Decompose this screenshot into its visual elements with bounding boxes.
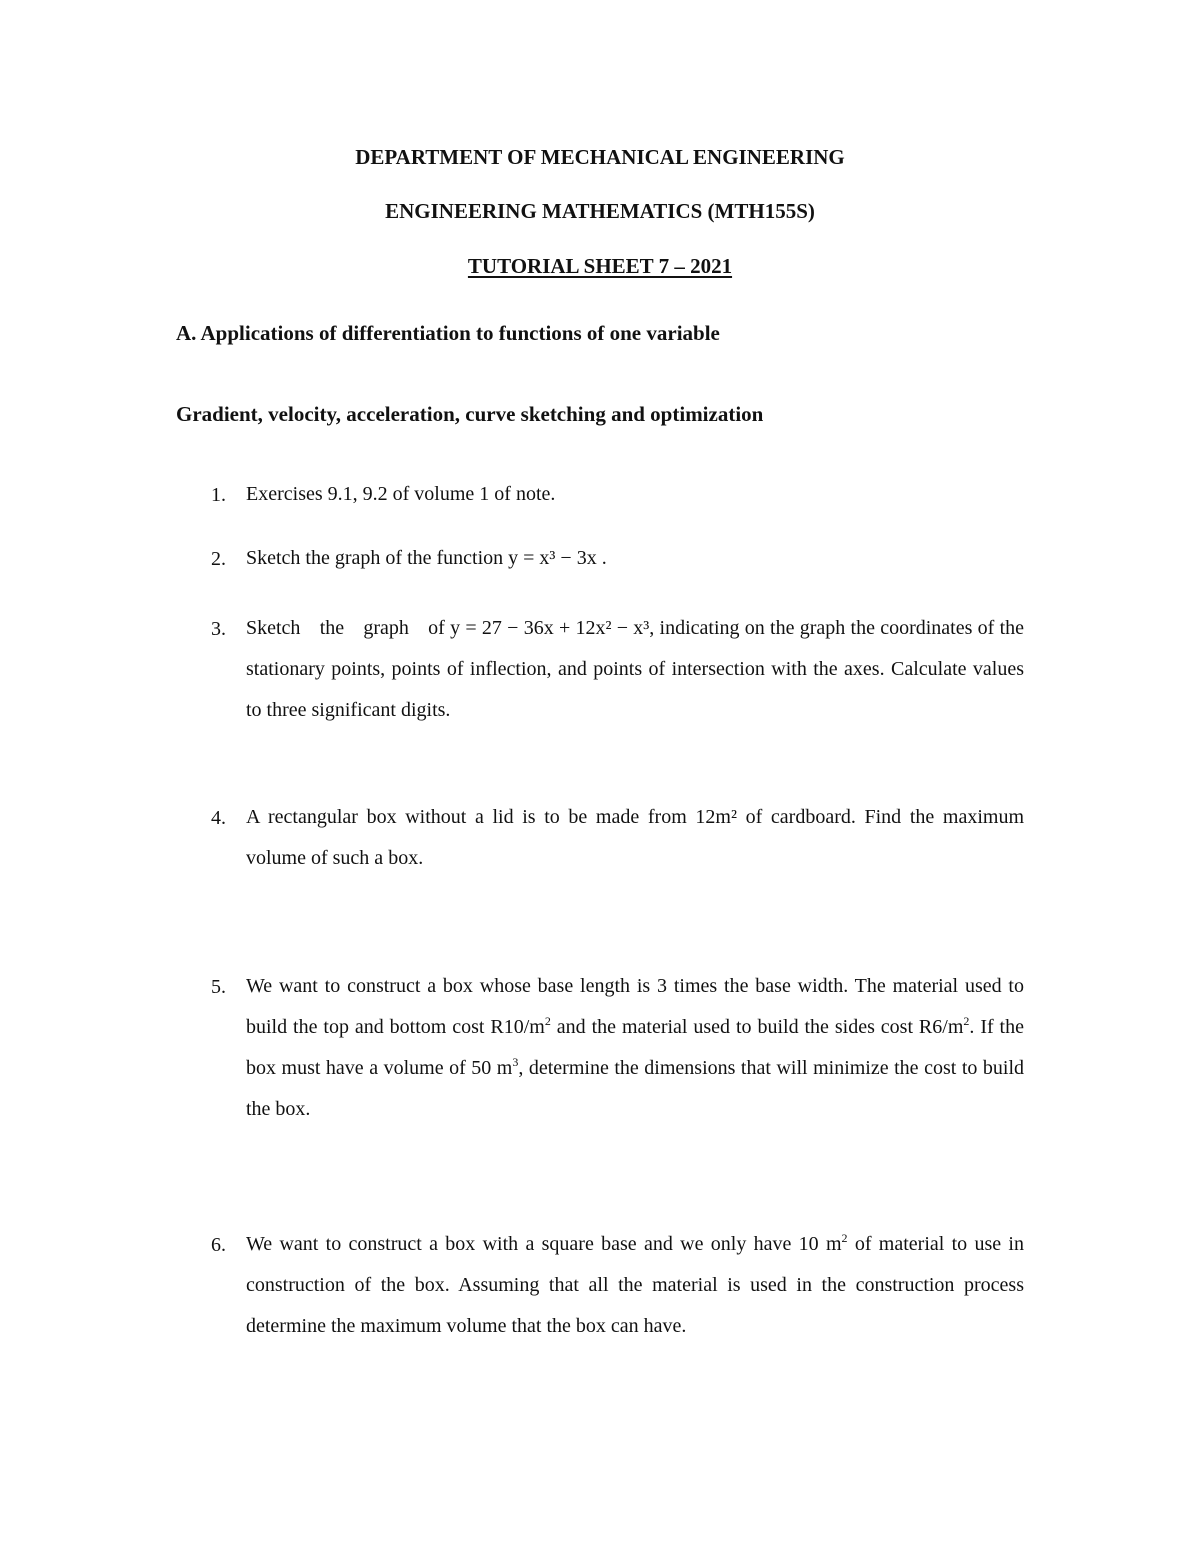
section-a-heading: A. Applications of differentiation to functions of one variable <box>176 321 720 345</box>
subsection-heading: Gradient, velocity, acceleration, curve sketching and optimization <box>176 402 764 426</box>
question-number: 1. <box>211 484 226 506</box>
question-4-prefix: A rectangular box without a lid is to be made from <box>246 806 687 828</box>
question-5-part4: , determine the dimensions that will minimize the cost to build the box. <box>246 1057 1025 1120</box>
question-2-text <box>246 538 1024 579</box>
superscript: 3 <box>512 1055 519 1069</box>
course-heading: ENGINEERING MATHEMATICS (MTH155S) <box>385 199 815 223</box>
question-4-text <box>246 797 1024 879</box>
question-5-part1: We want to construct a box whose base length is 3 times the base width. The material used to build the top and bottom cost R10/m <box>246 975 1024 1038</box>
question-2-prefix: Sketch the graph of the function <box>246 547 504 569</box>
department-heading: DEPARTMENT OF MECHANICAL ENGINEERING <box>355 145 845 169</box>
question-number: 3. <box>211 618 226 640</box>
question-number: 2. <box>211 548 226 570</box>
question-5-part2: and the material used to build the sides cost R6/m <box>550 1016 964 1038</box>
question-number: 5. <box>211 976 226 998</box>
quantity-q4: 12m² <box>695 806 737 828</box>
question-3-prefix: Sketch the graph of <box>246 617 445 639</box>
question-6-text <box>246 1224 1024 1347</box>
question-4-suffix: of cardboard. Find the maximum volume of such a box. <box>246 806 1024 869</box>
question-number: 6. <box>211 1234 226 1256</box>
superscript: 2 <box>544 1014 551 1028</box>
question-5-text <box>246 966 1024 1130</box>
question-6-part2: of material to use in construction of the box. Assuming that all the material is used in the construction process determine the maximum volume that the box can have. <box>246 1233 1024 1337</box>
question-5-part3: . If the box must have a volume of 50 m <box>246 1016 1024 1079</box>
question-6-part1: We want to construct a box with a square base and we only have 10 m <box>246 1233 842 1255</box>
sheet-title: TUTORIAL SHEET 7 – 2021 <box>467 254 733 278</box>
equation-q2: y = x³ − 3x . <box>508 547 607 569</box>
superscript: 2 <box>841 1231 848 1245</box>
superscript: 2 <box>963 1014 970 1028</box>
question-1-text: Exercises 9.1, 9.2 of volume 1 of note. <box>246 483 556 505</box>
question-3-suffix: , indicating on the graph the coordinates of the stationary points, points of inflection, and points of intersection with the axes. Calculate values to three significant digits. <box>246 617 1025 721</box>
question-number: 4. <box>211 807 226 829</box>
equation-q3: y = 27 − 36x + 12x² − x³ <box>450 617 650 639</box>
question-3-text <box>246 608 1024 731</box>
